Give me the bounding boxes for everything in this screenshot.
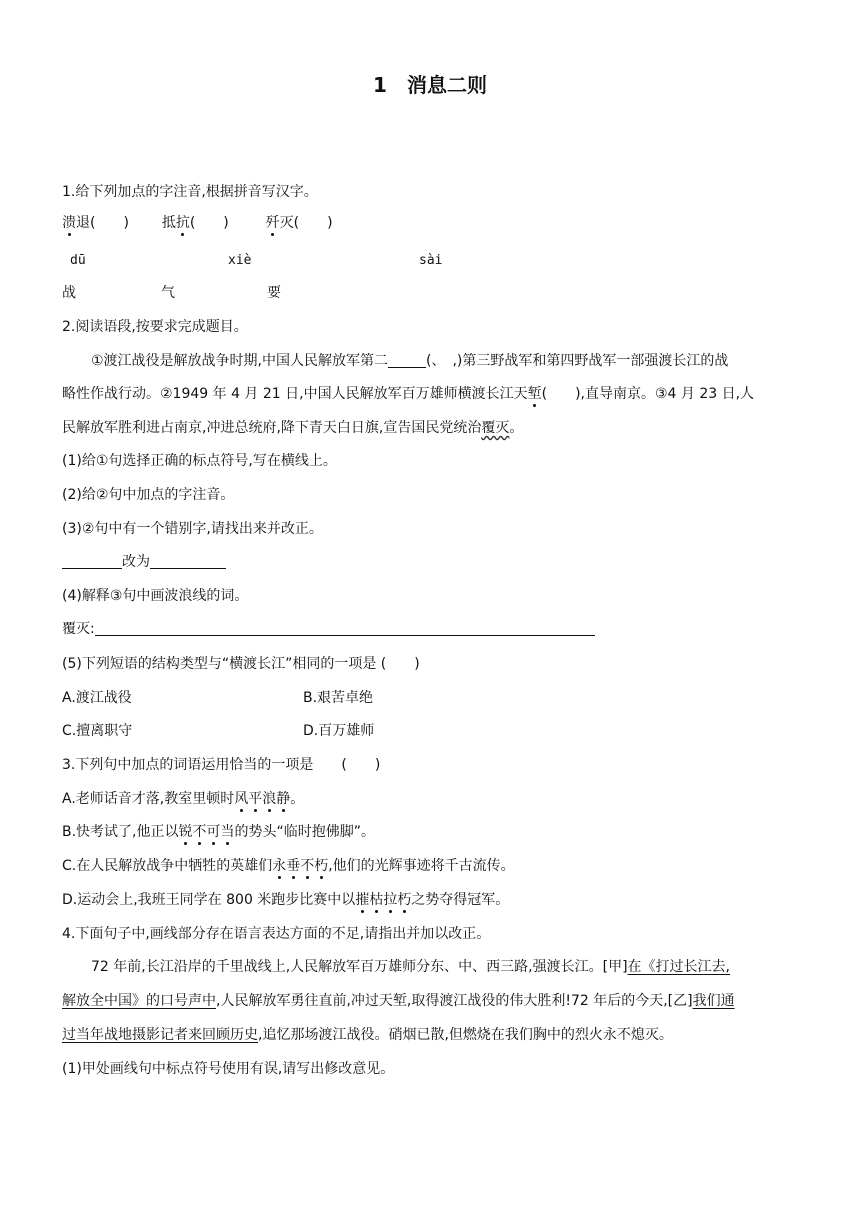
passage-line-2: 略性作战行动。②1949 年 4 月 21 日,中国人民解放军百万雄师横渡长江天堑( ),直导南京。③4 月 23 日,人 [62, 386, 755, 402]
q2-sub4-fill: 覆灭: [62, 620, 595, 638]
q4-passage-line-3: 过当年战地摄影记者来回顾历史,追忆那场渡江战役。硝烟已散,但燃烧在我们胸中的烈火永不熄灭。 [62, 1027, 673, 1043]
dotted-char: 平 [248, 791, 263, 807]
q1-item: 抵抗( ) [161, 215, 229, 231]
dotted-char: 当 [220, 824, 235, 840]
q2-sub3: (3)②句中有一个错别字,请找出来并改正。 [62, 521, 323, 537]
q3-option-c: C.在人民解放战争中牺牲的英雄们永垂不朽,他们的光辉事迹将千古流传。 [62, 858, 515, 874]
dotted-char: 枯 [369, 892, 384, 908]
passage-line-3: 民解放军胜利进占南京,冲进总统府,降下青天白日旗,宣告国民党统治覆灭。 [62, 420, 524, 436]
dotted-char: 垂 [286, 858, 301, 874]
dotted-char: 浪 [262, 791, 277, 807]
option-d: D.百万雄师 [303, 723, 375, 739]
option-c: C.擅离职守 [62, 723, 133, 739]
q4-stem: 4.下面句子中,画线部分存在语言表达方面的不足,请指出并加以改正。 [62, 926, 491, 942]
q2-stem: 2.阅读语段,按要求完成题目。 [62, 319, 248, 335]
answer-blank[interactable] [95, 621, 595, 636]
q1-item: 歼灭( ) [265, 215, 333, 231]
pinyin-2: xiè [228, 253, 252, 268]
q4-passage-line-1: 72 年前,长江沿岸的千里战线上,人民解放军百万雄师分东、中、西三路,强渡长江。[甲]在《打过长江去, [91, 959, 730, 975]
q4-sub1: (1)甲处画线句中标点符号使用有误,请写出修改意见。 [62, 1061, 395, 1077]
dotted-char: 可 [206, 824, 221, 840]
dotted-char: 不 [300, 858, 315, 874]
q2-sub5: (5)下列短语的结构类型与“横渡长江”相同的一项是 ( ) [62, 656, 420, 672]
passage-line-1: ①渡江战役是解放战争时期,中国人民解放军第二 (、 ,)第三野战军和第四野战军一部强渡长江的战 [91, 353, 729, 369]
option-a: A.渡江战役 [62, 690, 132, 706]
q2-sub2: (2)给②句中加点的字注音。 [62, 487, 235, 503]
q2-sub1: (1)给①句选择正确的标点符号,写在横线上。 [62, 453, 337, 469]
q1-item: 溃退( ) [62, 215, 129, 231]
hanzi-3: 要 [267, 285, 281, 301]
dotted-char: 摧 [355, 892, 370, 908]
hanzi-2: 气 [161, 285, 175, 301]
answer-blank[interactable] [388, 353, 426, 368]
q2-sub3-fill: 改为 [62, 553, 226, 571]
dotted-char: 朽 [314, 858, 329, 874]
q3-option-d: D.运动会上,我班王同学在 800 米跑步比赛中以摧枯拉朽之势夺得冠军。 [62, 892, 510, 908]
dotted-char: 永 [272, 858, 287, 874]
dotted-char: 朽 [397, 892, 412, 908]
q3-option-b: B.快考试了,他正以锐不可当的势头“临时抱佛脚”。 [62, 824, 376, 840]
pinyin-3: sài [419, 253, 443, 268]
q2-sub4: (4)解释③句中画波浪线的词。 [62, 588, 249, 604]
answer-blank[interactable] [150, 554, 226, 569]
dotted-char: 拉 [383, 892, 398, 908]
q1-items [62, 214, 333, 232]
hanzi-1: 战 [62, 285, 76, 301]
option-b: B.艰苦卓绝 [303, 690, 374, 706]
dotted-char: 锐 [178, 824, 193, 840]
q3-option-a: A.老师话音才落,教室里顿时风平浪静。 [62, 791, 305, 807]
dotted-char: 风 [234, 791, 249, 807]
q1-stem: 1.给下列加点的字注音,根据拼音写汉字。 [62, 184, 318, 200]
pinyin-1: dū [70, 253, 86, 268]
q3-stem: 3.下列句中加点的词语运用恰当的一项是 ( ) [62, 757, 381, 773]
dotted-char: 不 [192, 824, 207, 840]
answer-blank[interactable] [62, 554, 122, 569]
q4-passage-line-2: 解放全中国》的口号声中,人民解放军勇往直前,冲过天堑,取得渡江战役的伟大胜利!72 年后的今天,[乙]我们通 [62, 993, 735, 1009]
dotted-char: 静 [276, 791, 291, 807]
page-title: 1 消息二则 [373, 73, 487, 97]
